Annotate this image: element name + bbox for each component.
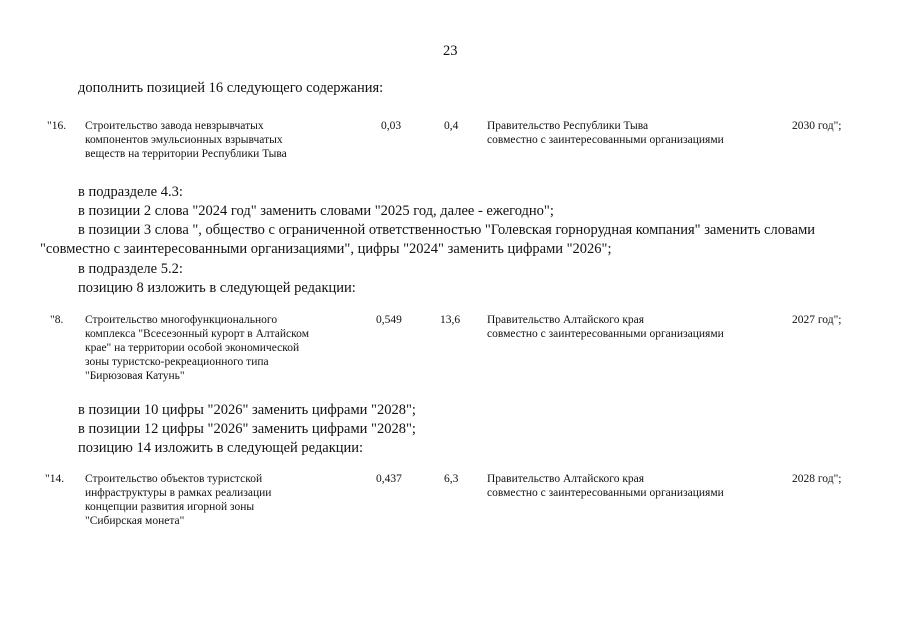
paragraph-line-8: в позиции 12 цифры "2026" заменить цифрами "2028"; [78, 421, 416, 437]
row-8-value-2: 13,6 [440, 314, 461, 326]
row-8-description: Строительство многофункционального комплекса "Всесезонный курорт в Алтайском крае" на территории особой экономической зоны туристско-рекреационного типа "Бирюзовая Катунь" [85, 314, 309, 382]
row-14-value-2: 6,3 [444, 473, 459, 485]
paragraph-line-1: в подразделе 4.3: [78, 184, 183, 200]
row-16-description: Строительство завода невзрывчатых компонентов эмульсионных взрывчатых веществ на территории Республики Тыва [85, 120, 287, 160]
row-14-number: "14. [45, 473, 65, 485]
paragraph-line-6: позицию 8 изложить в следующей редакции: [78, 280, 356, 296]
row-16-value-1: 0,03 [381, 120, 402, 132]
row-8-value-1: 0,549 [376, 314, 402, 326]
row-8-number: "8. [50, 314, 64, 326]
row-16-value-2: 0,4 [444, 120, 459, 132]
paragraph-line-2: в позиции 2 слова "2024 год" заменить словами "2025 год, далее - ежегодно"; [78, 203, 554, 219]
paragraph-line-3: в позиции 3 слова ", общество с ограниченной ответственностью "Голевская горнорудная компания" заменить словами [78, 222, 816, 238]
row-14-year: 2028 год"; [792, 473, 842, 485]
row-8-organization: Правительство Алтайского края совместно с заинтересованными организациями [487, 314, 724, 340]
paragraph-line-7: в позиции 10 цифры "2026" заменить цифрами "2028"; [78, 402, 416, 418]
row-8-year: 2027 год"; [792, 314, 842, 326]
row-14-description: Строительство объектов туристской инфраструктуры в рамках реализации концепции развития игорной зоны "Сибирская монета" [85, 473, 272, 527]
paragraph-line-9: позицию 14 изложить в следующей редакции: [78, 440, 364, 456]
row-16-year: 2030 год"; [792, 120, 842, 132]
paragraph-line-4: "совместно с заинтересованными организациями", цифры "2024" заменить цифрами "2026"; [40, 241, 612, 257]
row-16-number: "16. [47, 120, 67, 132]
row-14-value-1: 0,437 [376, 473, 402, 485]
paragraph-line-5: в подразделе 5.2: [78, 261, 183, 277]
page-number: 23 [443, 43, 458, 59]
intro-line: дополнить позицией 16 следующего содержания: [78, 80, 384, 96]
row-14-organization: Правительство Алтайского края совместно с заинтересованными организациями [487, 473, 724, 499]
row-16-organization: Правительство Республики Тыва совместно с заинтересованными организациями [487, 120, 724, 146]
